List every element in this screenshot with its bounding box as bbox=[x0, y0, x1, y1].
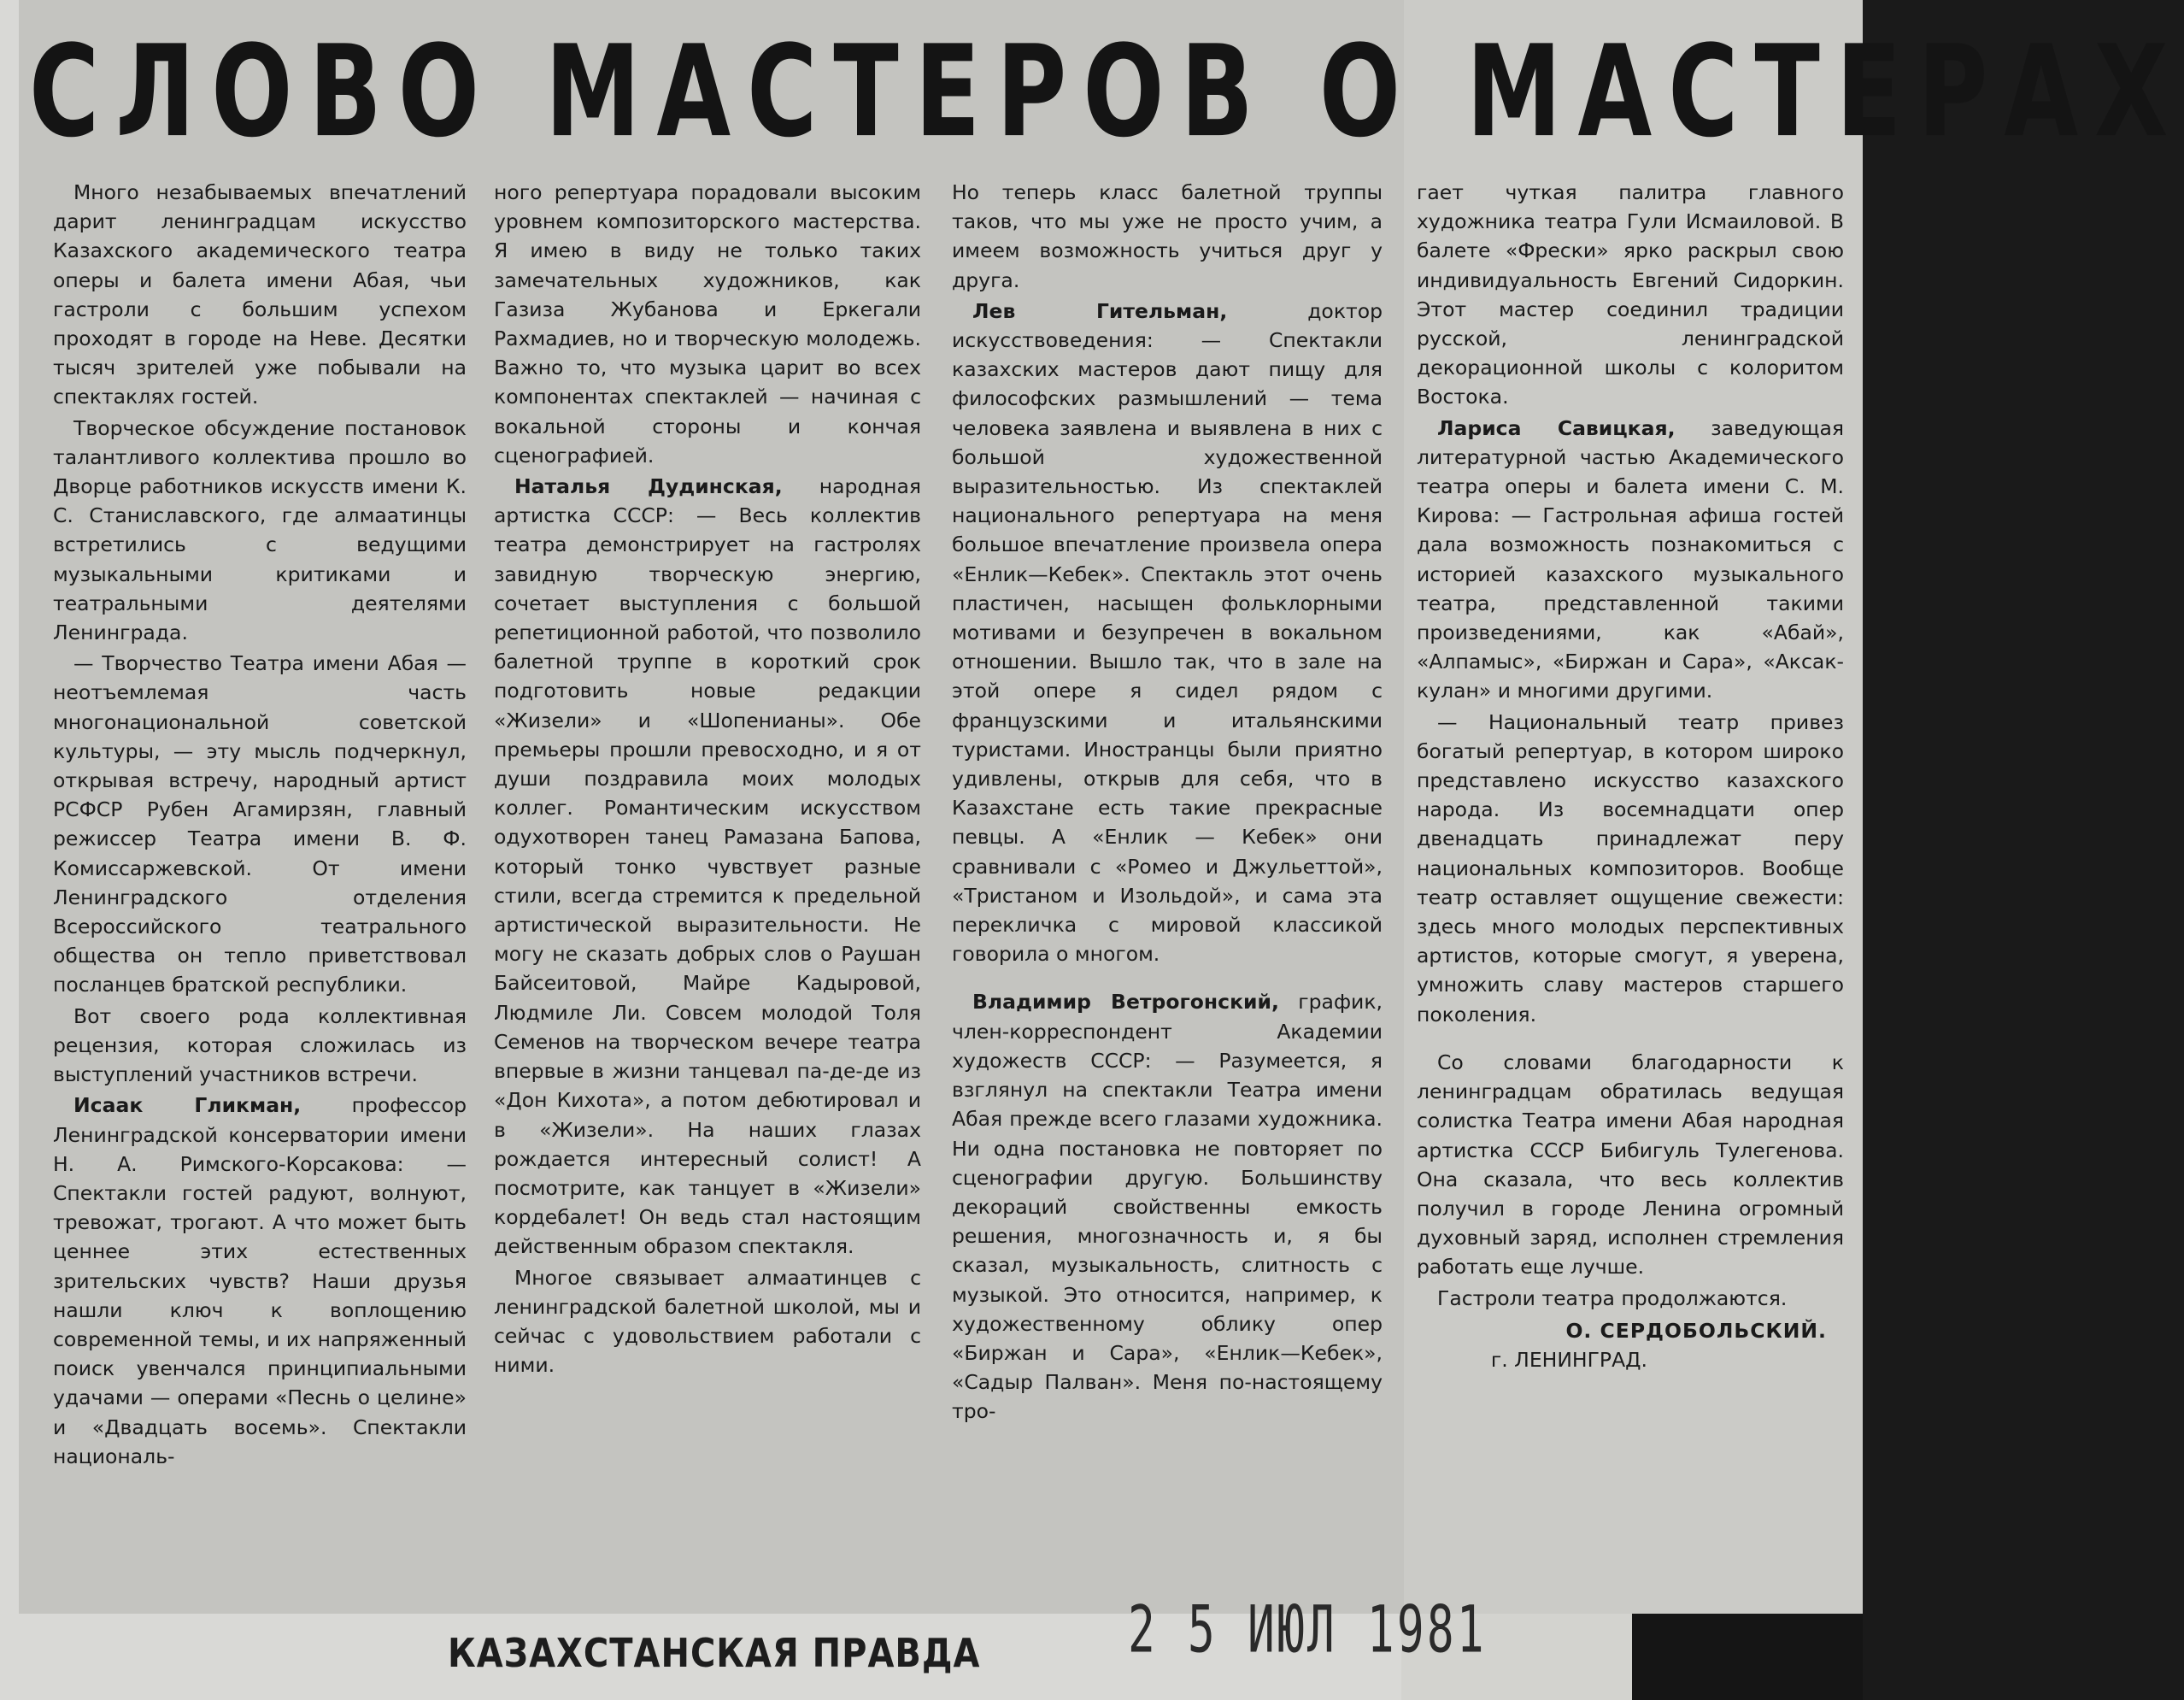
article-paragraph bbox=[53, 649, 467, 999]
article-paragraph bbox=[1417, 178, 1844, 412]
speaker-name: Наталья Дудинская, bbox=[514, 474, 783, 499]
author-signature: О. СЕРДОБОЛЬСКИЙ. bbox=[1565, 1318, 1827, 1343]
speaker-name: Лев Гительман, bbox=[972, 298, 1228, 323]
article-paragraph bbox=[494, 178, 921, 470]
paragraph-text: Творческое обсуждение постановок талантливого коллектива прошло во Дворце работников искусств имени К. С. Станиславского, где алмаатинцы встретились с ведущими музыкальными критиками и театральными деятелями Ленинграда. bbox=[53, 415, 467, 645]
paragraph-text: гает чуткая палитра главного художника театра Гули Исмаиловой. В балете «Фрески» ярко раскрыл свою индивидуальность Евгений Сидоркин. Этот мастер соединил традиции русской, ленинградской декорационной школы с колоритом Востока. bbox=[1417, 180, 1844, 409]
paragraph-text: профессор Ленинградской консерватории имени Н. А. Римского-Корсакова: — Спектакли гостей радуют, волнуют, тревожат, трогают. А что может быть ценнее этих естественных зрительских чувств? Наши друзья нашли ключ к воплощению современной темы, и их напряженный поиск увенчался принципиальными удачами — операми «Песнь о целине» и «Двадцать восемь». Спектакли националь- bbox=[53, 1093, 467, 1468]
article-paragraph bbox=[53, 178, 467, 412]
author-city: г. ЛЕНИНГРАД. bbox=[1490, 1347, 1647, 1372]
article-paragraph bbox=[53, 1091, 467, 1471]
paragraph-text: график, член-корреспондент Академии художеств СССР: — Разумеется, я взглянул на спектакли Театра имени Абая прежде всего глазами художника. Ни одна постановка не повторяет по сценографии другую. Большинству декораций свойственны емкость решения, многозначность и, я бы сказал, музыкальность, слитность с музыкой. Это относится, например, к художественному облику опер «Биржан и Сара», «Енлик—Кебек», «Садыр Палван». Меня по-настоящему тро- bbox=[952, 990, 1383, 1424]
article-paragraph bbox=[53, 1002, 467, 1090]
paragraph-text: Со словами благодарности к ленинградцам обратилась ведущая солистка Театра имени Абая народная артистка СССР Бибигуль Тулегенова. Она сказала, что весь коллектив получил в городе Ленина огромный духовный заряд, исполнен стремления работать еще лучше. bbox=[1417, 1050, 1844, 1279]
paragraph-text: доктор искусствоведения: — Спектакли казахских мастеров дают пищу для философских размышлений — тема человека заявлена и выявлена в них с большой художественной выразительностью. Из спектаклей национального репертуара на меня большое впечатление произвела опера «Енлик—Кебек». Спектакль этот очень пластичен, насыщен фольклорными мотивами и безупречен в вокальном отношении. Вышло так, что в зале на этой опере я сидел рядом с французскими и итальянскими туристами. Иностранцы были приятно удивлены, открыв для себя, что в Казахстане есть такие прекрасные певцы. А «Енлик — Кебек» они сравнивали с «Ромео и Джульеттой», «Тристаном и Изольдой», и сама эта перекличка с мировой классикой говорила о многом. bbox=[952, 298, 1383, 967]
article-column-4 bbox=[1417, 178, 1844, 1374]
paragraph-text: народная артистка СССР: — Весь коллектив театра демонстрирует на гастролях завидную творческую энергию, сочетает выступления с большой репетиционной работой, что позволило балетной труппе в короткий срок подготовить новые редакции «Жизели» и «Шопенианы». Обе премьеры прошли превосходно, и я от души поздравила моих молодых коллег. Романтическим искусством одухотворен танец Рамазана Бапова, который тонко чувствует разные стили, всегда стремится к предельной артистической выразительности. Не могу не сказать добрых слов о Раушан Байсеитовой, Майре Кадыровой, Людмиле Ли. Совсем молодой Толя Семенов на творческом вечере театра впервые в жизни танцевал па-де-де из «Дон Кихота», а потом дебютировал и в «Жизели». На наших глазах рождается интересный солист! А посмотрите, как танцует в «Жизели» кордебалет! Он ведь стал настоящим действенным образом спектакля. bbox=[494, 474, 921, 1259]
paragraph-text: ного репертуара порадовали высоким уровнем композиторского мастерства. Я имею в виду не только таких замечательных художников, как Газиза Жубанова и Еркегали Рахмадиев, но и творческую молодежь. Важно то, что музыка царит во всех компонентах спектаклей — начиная с вокальной стороны и кончая сценографией. bbox=[494, 180, 921, 468]
article-paragraph bbox=[952, 297, 1383, 969]
article-paragraph bbox=[1417, 708, 1844, 1029]
newspaper-name-stamp: КАЗАХСТАНСКАЯ ПРАВДА bbox=[448, 1631, 981, 1677]
paragraph-text: Но теперь класс балетной труппы таков, что мы уже не просто учим, а имеем возможность учиться друг у друга. bbox=[952, 180, 1383, 292]
article-paragraph bbox=[494, 472, 921, 1261]
speaker-name: Лариса Савицкая, bbox=[1437, 415, 1676, 440]
paragraph-text: Многое связывает алмаатинцев с ленинградской балетной школой, мы и сейчас с удовольствием работали с ними. bbox=[494, 1265, 921, 1378]
article-column-3 bbox=[952, 178, 1383, 1428]
paragraph-text: Вот своего рода коллективная рецензия, которая сложилась из выступлений участников встречи. bbox=[53, 1003, 467, 1087]
article-paragraph bbox=[53, 414, 467, 648]
article-paragraph bbox=[494, 1263, 921, 1380]
paragraph-text: — Национальный театр привез богатый репертуар, в котором широко представлено искусство казахского народа. Из восемнадцати опер двенадцать принадлежат перу национальных композиторов. Вообще театр оставляет ощущение свежести: здесь много молодых перспективных артистов, которые смогут, я уверена, умножить славу мастеров старшего поколения. bbox=[1417, 709, 1844, 1026]
speaker-name: Исаак Гликман, bbox=[73, 1093, 302, 1118]
paragraph-text: заведующая литературной частью Академического театра оперы и балета имени С. М. Кирова: — Гастрольная афиша гостей дала возможность познакомиться с историей казахского музыкального театра, представленной такими произведениями, как «Абай», «Алпамыс», «Биржан и Сара», «Аксак-кулан» и многими другими. bbox=[1417, 415, 1844, 703]
article-paragraph bbox=[1417, 1048, 1844, 1282]
article-paragraph bbox=[952, 178, 1383, 295]
paragraph-text: Гастроли театра продолжаются. bbox=[1437, 1285, 1788, 1310]
article-column-2 bbox=[494, 178, 921, 1381]
article-headline: СЛОВО МАСТЕРОВ О МАСТЕРАХ bbox=[29, 19, 2184, 166]
article-column-1 bbox=[53, 178, 467, 1473]
article-paragraph bbox=[1417, 414, 1844, 706]
speaker-name: Владимир Ветрогонский, bbox=[972, 990, 1279, 1015]
paragraph-text: — Творчество Театра имени Абая — неотъемлемая часть многонациональной советской культуры, — эту мысль подчеркнул, открывая встречу, народный артист РСФСР Рубен Агамирзян, главный режиссер Театра имени В. Ф. Комиссаржевской. От имени Ленинградского отделения Всероссийского театрального общества он тепло приветствовал посланцев братской республики. bbox=[53, 651, 467, 997]
article-paragraph bbox=[952, 987, 1383, 1426]
article-paragraph bbox=[1417, 1284, 1844, 1313]
paragraph-text: Много незабываемых впечатлений дарит ленинградцам искусство Казахского академического театра оперы и балета имени Абая, чьи гастроли с большим успехом проходят в городе на Неве. Десятки тысяч зрителей уже побывали на спектаклях гостей. bbox=[53, 180, 467, 409]
date-stamp: 2 5 ИЮЛ 1981 bbox=[1128, 1591, 1487, 1668]
